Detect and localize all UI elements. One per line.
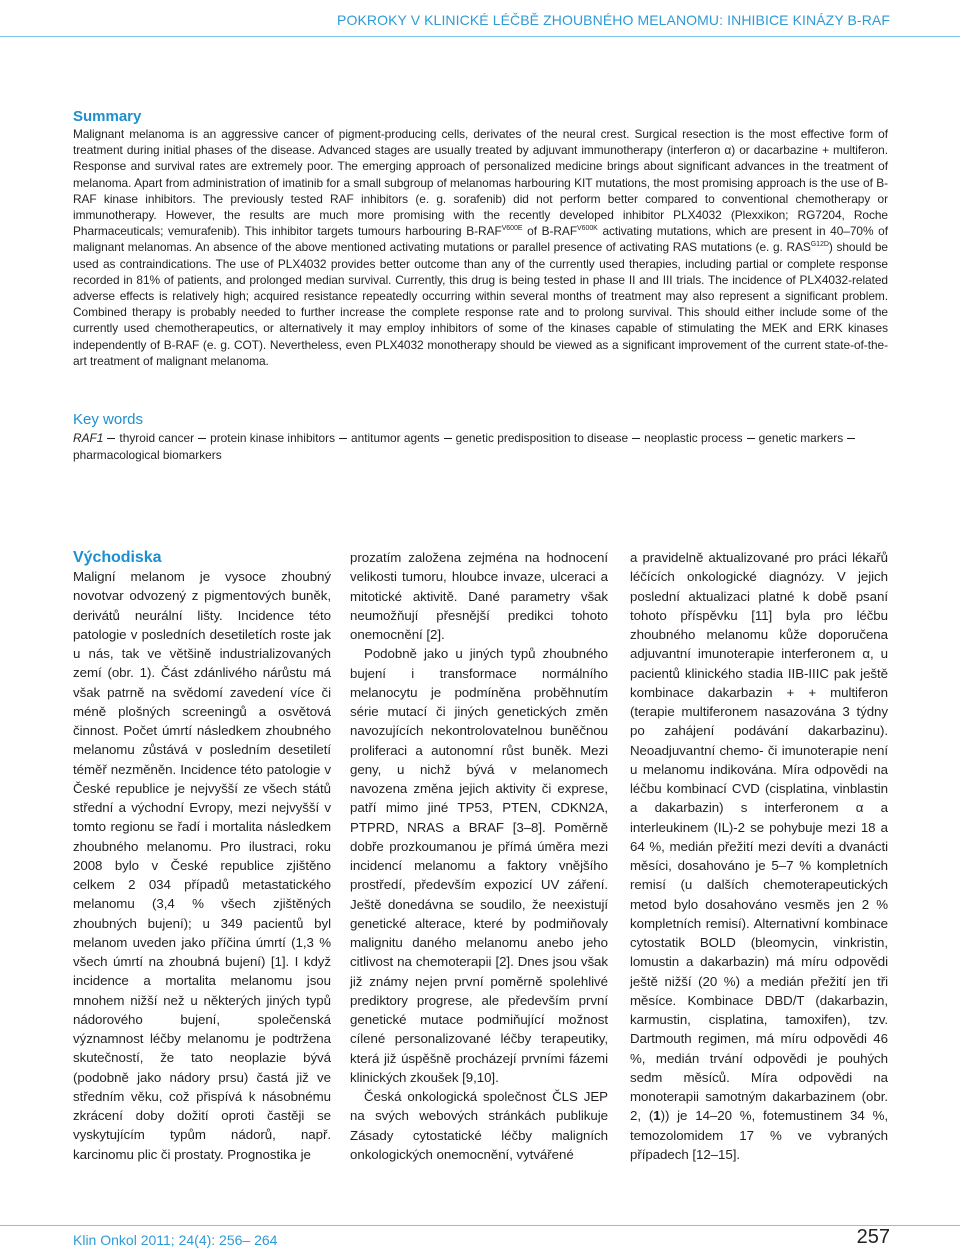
section-heading-vychodiska: Východiska xyxy=(73,549,162,566)
running-head-title: POKROKY V KLINICKÉ LÉČBĚ ZHOUBNÉHO MELANOMU: INHIBICE KINÁZY B-RAF xyxy=(337,12,890,28)
summary-sup-1: V600E xyxy=(501,225,523,233)
column-3-ref-bold: 1 xyxy=(653,1108,661,1124)
keywords-title: Key words xyxy=(73,411,144,428)
keyword-item: pharmacological biomarkers xyxy=(73,447,222,462)
keyword-separator xyxy=(444,438,452,439)
keyword-separator xyxy=(107,438,115,439)
text-column-3 xyxy=(630,548,888,1164)
keyword-item: thyroid cancer xyxy=(119,431,195,445)
keyword-separator xyxy=(632,438,640,439)
text-column-1 xyxy=(73,548,331,1164)
page-number: 257 xyxy=(856,1226,890,1248)
summary-text-3: activating mutations, which are present in 40–70% of malignant melanomas. An absence of the above mentioned activating mutations or parallel presence of activating RAS mutations (e. g. RAS xyxy=(73,224,888,255)
keyword-first: RAF1 xyxy=(73,431,104,445)
keyword-separator xyxy=(747,438,755,439)
summary-sup-3: G12D xyxy=(810,241,829,249)
keyword-item: genetic predisposition to disease xyxy=(455,431,629,445)
keywords-list xyxy=(73,430,888,463)
summary-body xyxy=(73,126,888,369)
summary-text-2: of B-RAF xyxy=(522,224,578,239)
header-rule xyxy=(0,36,960,37)
column-3-text-b: )) je 14–20 %, fotemustinem 34 %, temozolomidem 17 % ve vybraných případech [12–15]. xyxy=(630,1108,888,1162)
column-2-paragraph-2: Podobně jako u jiných typů zhoubného bujení i transformace normálního melanocytu je podmíněna proběhnutím série mutací či jiných genetických změn navozujících nekontrolovatelnou buněčnou proliferaci a autonomní růst buněk. Mezi geny, u nichž bývá v melanomech navozena změna jejich aktivity či exprese, patří mimo jiné TP53, PTEN, CDKN2A, PTPRD, NRAS a BRAF [3–8]. Poměrně dobře prozkoumanou je přímá úměra mezi incidencí melanomu a faktory vnějšího prostředí, především expozicí UV záření. Ještě donedávna se soudilo, že neexistují genetické alterace, které by podmiňovaly malignitu daného melanomu anebo jeho citlivost na chemoterapii [2]. Dnes jsou však již známy nejen první poměrně spolehlivé prediktory progrese, ale především první genetické mutace podmiňující možnost cílené personalizované léčby terapeutiky, která již úspěšně procházejí prvními fázemi klinických zkoušek [9,10]. xyxy=(350,646,608,1085)
column-2-paragraph-3: Česká onkologická společnost ČLS JEP na svých webových stránkách publikuje Zásady cytostatické léčby maligních onkologických onemocnění, vytvářené xyxy=(350,1089,608,1162)
summary-text-1: Malignant melanoma is an aggressive cancer of pigment-producing cells, derivates of the neural crest. Surgical resection is the most effective form of treatment during initial phases of the disease. Advanced stages are usually treated by adjuvant immunotherapy (interferon α) or dacarbazine + multiferon. Response and survival rates are extremely poor. The emerging approach of personalized medicine brings about significant advances in the treatment of melanoma. Apart from administration of imatinib for a small subgroup of melanomas harbouring KIT mutations, the most promising approach is the use of B-RAF kinase inhibitors. The previously tested RAF inhibitors (e. g. sorafenib) did not perform better compared to conventional chemotherapy or immunotherapy. However, the results are much more promising with the recently developed inhibitor PLX4032 (Plexxikon; RG7204, Roche Pharmaceuticals; vemurafenib). This inhibitor targets tumours harbouring B-RAF xyxy=(73,127,888,239)
text-column-2 xyxy=(350,548,608,1164)
keywords-section xyxy=(73,410,888,463)
summary-sup-2: V600K xyxy=(577,225,598,233)
keyword-separator xyxy=(847,438,855,439)
column-1-paragraph: Maligní melanom je vysoce zhoubný novotvar odvozený z pigmentových buněk, derivátů neurální lišty. Incidence této patologie v posledních desetiletích roste jak u nás, tak ve většině industrializovaných zemí (obr. 1). Část zdánlivého nárůstu má však patrně na svědomí zavedení více či méně plošných screeningů a osvětová činnost. Počet úmrtí následkem zhoubného melanomu zůstává v posledním desetiletí téměř nezměněn. Incidence této patologie v České republice je nejvyšší ze všech států střední a východní Evropy, mezi nejvyšší v tomto regionu se řadí i mortalita následkem zhoubného melanomu. Pro ilustraci, roku 2008 bylo v České republice zjištěno celkem 2 034 případů metastatického melanomu (3,4 % všech zjištěných zhoubných bujení); u 349 pacientů byl melanom uveden jako příčina úmrtí (1,3 % všech úmrtí na zhoubná bujení) [1]. I když incidence a mortalita melanomu jsou mnohem nižší než u některých jiných typů nádorového bujení, společenská významnost léčby melanomu je podtržena skutečností, že tato neoplazie bývá (podobně jako nádory prsu) častá již ve středním věku, což přispívá k násobnému zkrácení doby dožití oproti častěji se vyskytujícím typům nádorů, např. karcinomu plic či prostaty. Prognostika je xyxy=(73,569,331,1162)
summary-section xyxy=(73,107,888,369)
footer-journal-citation: Klin Onkol 2011; 24(4): 256– 264 xyxy=(73,1232,278,1248)
column-3-paragraph xyxy=(630,548,888,1164)
summary-text-4: ) should be used as contraindications. The use of PLX4032 provides better outcome than any of the currently used therapies, including partial or complete response recorded in 81% of patients, and prolonged median survival. Currently, this drug is being tested in phase II and III trials. The incidence of PLX4032-related adverse effects is relatively high; acquired resistance repeatedly occurring within several months of treatment may also represent a significant problem. Combined therapy is probably needed to further increase the complete response rate and to prolong survival. This should either include some of the currently used chemotherapeutics, or alternatively it may employ inhibitors of some of the kinases capable of stimulating the MEK and ERK kinases independently of B-RAF (e. g. COT). Nevertheless, even PLX4032 monotherapy should be viewed as a significant improvement of the current state-of-the-art treatment of malignant melanoma. xyxy=(73,240,888,368)
keyword-separator xyxy=(198,438,206,439)
keyword-item: protein kinase inhibitors xyxy=(210,431,336,445)
summary-title: Summary xyxy=(73,108,142,125)
keyword-item: neoplastic process xyxy=(644,431,743,445)
footer-rule xyxy=(0,1225,960,1226)
keyword-separator xyxy=(339,438,347,439)
column-2-paragraph-1: prozatím založena zejména na hodnocení velikosti tumoru, hloubce invaze, ulceraci a mitotické aktivitě. Dané parametry však neumožňují přesnější predikci tohoto onemocnění [2]. xyxy=(350,550,608,642)
keyword-item: antitumor agents xyxy=(351,431,440,445)
keyword-item: genetic markers xyxy=(758,431,844,445)
column-3-text-a: a pravidelně aktualizované pro práci lékařů léčících onkologické diagnózy. V jejich poslední aktualizaci platné k době psaní tohoto příspěvku [11] byla pro léčbu zhoubného melanomu kůže doporučena adjuvantní imunoterapie interferonem α, u pacientů klinického stadia IIB-IIIC pak ještě kombinace dakarbazin + + multiferon (terapie multiferonem nasazována 3 týdny po zahájení podávání dakarbazinu). Neoadjuvantní chemo- či imunoterapie není u melanomu indikována. Míra odpovědi na léčbu kombinací CVD (cisplatina, vinblastin a dakarbazin) s interferonem α a interleukinem (IL)-2 se pohybuje mezi 18 a 64 %, medián přežití mezi devíti a dvanácti měsíci, dosahováno je 5–7 % kompletních remisí (u dalších chemoterapeutických metod bylo dosahováno vesměs jen 2 % kompletních remisí). Alternativní kombinace cytostatik BOLD (bleomycin, vinkristin, lomustin a dakarbazin) má míru odpovědi ještě nižší (20 %) a medián přežití jen tři měsíce. Kombinace DBD/T (dakarbazin, karmustin, cisplatina, tamoxifen), tzv. Dartmouth regimen, má míru odpovědi 46 %, medián trvání odpovědi je pouhých sedm měsíců. Míra odpovědi na monoterapii samotným dakarbazinem (obr. 2, ( xyxy=(630,550,888,1124)
